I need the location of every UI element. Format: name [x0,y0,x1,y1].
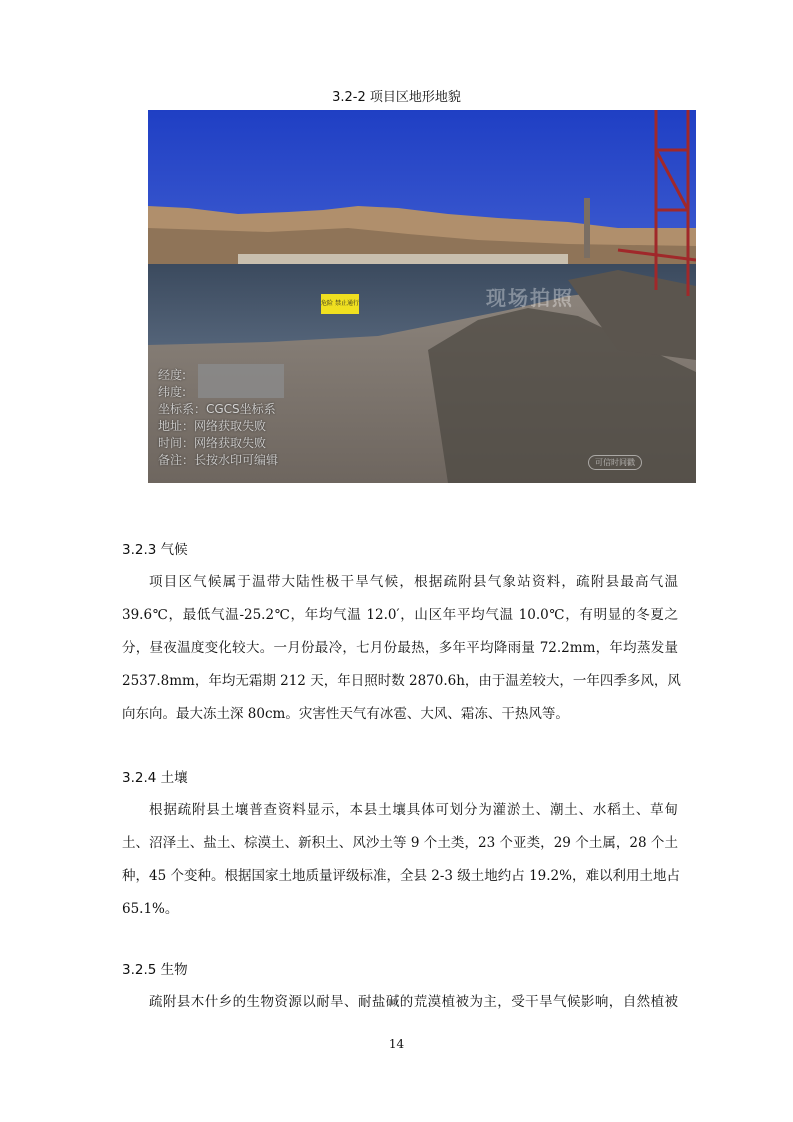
paragraph-biology [122,986,678,1019]
photo-watermark: 现场拍照 [486,286,574,310]
text-line: 分，昼夜温度变化较大。一月份最冷，七月份最热，多年平均降雨量 72.2mm，年均蒸发量 [122,640,678,656]
section-heading-climate: 3.2.3 气候 [122,542,188,558]
redaction-block [198,364,284,398]
photo-overlay-line: 地址：网络获取失败 [158,419,267,433]
section-heading-biology: 3.2.5 生物 [122,962,188,978]
paragraph-climate [122,566,681,731]
text-line: 疏附县木什乡的生物资源以耐旱、耐盐碱的荒漠植被为主，受干旱气候影响，自然植被 [149,994,678,1010]
figure-caption: 3.2-2 项目区地形地貌 [332,90,461,105]
page-number: 14 [388,1037,405,1051]
paragraph-soil [122,794,678,926]
photo-overlay-line: 时间：网络获取失败 [158,436,267,450]
text-line: 2537.8mm，年均无霜期 212 天，年日照时数 2870.6h，由于温差较大，一年四季多风，风 [122,673,681,689]
timestamp-stamp: 可信时间戳 [588,455,642,470]
text-line: 项目区气候属于温带大陆性极干旱气候，根据疏附县气象站资料，疏附县最高气温 [149,574,678,590]
text-line: 种，45 个变种。根据国家土地质量评级标准，全县 2-3 级土地约占 19.2%，难以利用土地占 [122,868,680,884]
terrain-photo [148,110,696,483]
photo-overlay-line: 纬度: [158,385,187,399]
text-line: 土、沼泽土、盐土、棕漠土、新积土、风沙土等 9 个土类，23 个亚类，29 个土属，28 个土 [122,835,678,851]
section-heading-soil: 3.2.4 土壤 [122,770,188,786]
text-line: 向东向。最大冻土深 80cm。灾害性天气有冰雹、大风、霜冻、干热风等。 [122,706,569,722]
photo-overlay-line: 坐标系：CGCS坐标系 [158,402,276,416]
photo-overlay-line: 备注：长按水印可编辑 [158,453,279,467]
text-line: 39.6℃，最低气温-25.2℃，年均气温 12.0′，山区年平均气温 10.0℃，有明显的冬夏之 [122,607,678,623]
text-line: 65.1%。 [122,901,179,917]
text-line: 根据疏附县土壤普查资料显示，本县土壤具体可划分为灌淤土、潮土、水稻土、草甸 [149,802,678,818]
photo-overlay-line: 经度: [158,368,187,382]
warning-sign: 危险 禁止通行 [321,294,359,314]
